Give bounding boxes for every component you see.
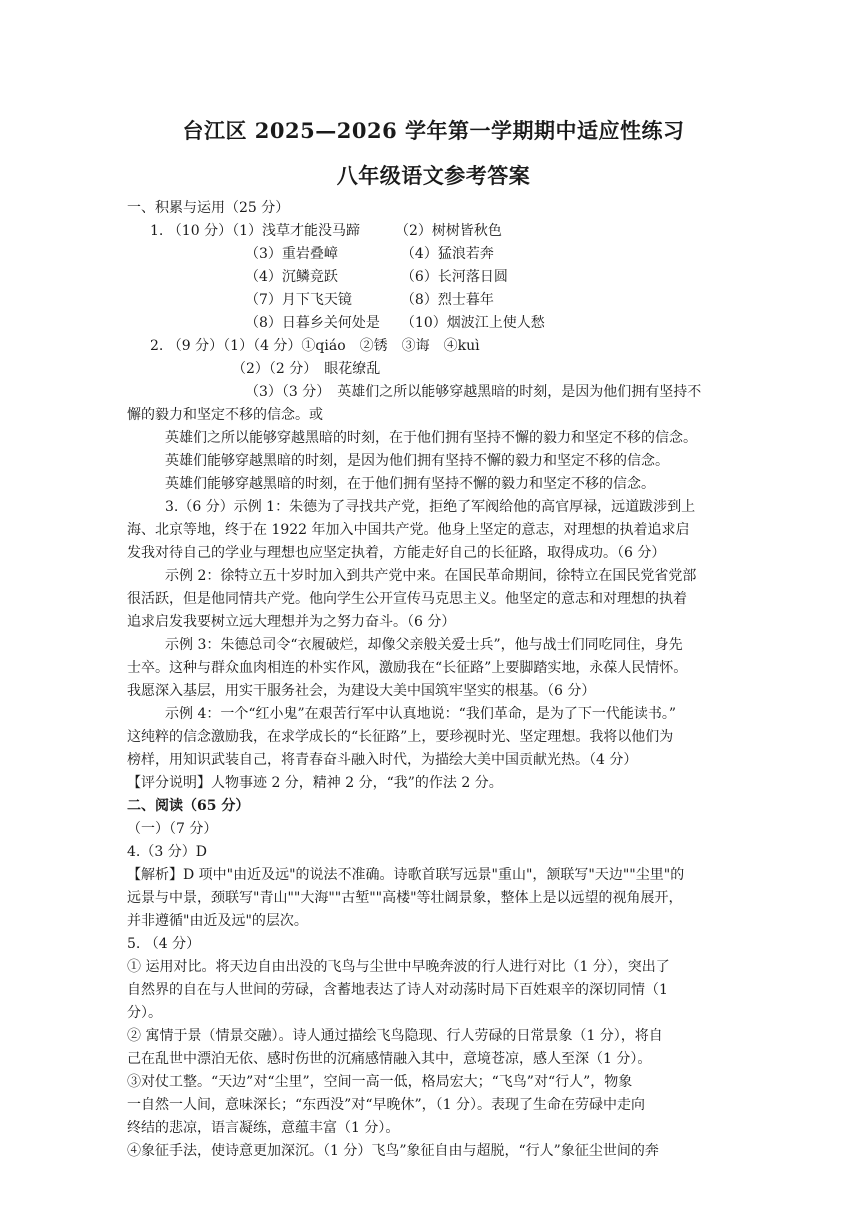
subsection-heading: （一）（7 分） [127,821,218,837]
text-line: 示例 2：徐特立五十岁时加入到共产党中来。在国民革命期间，徐特立在国民党省党部 [165,568,697,584]
text-line: 榜样，用知识武装自己，将青春奋斗融入时代，为描绘大美中国贡献光热。（4 分） [127,752,638,768]
scoring-note: 【评分说明】人物事迹 2 分，精神 2 分，“我”的作法 2 分。 [127,775,503,791]
text-line: 1. （10 分）（1）浅草才能没马蹄 （2）树树皆秋色 [150,223,502,239]
text-line: 5. （4 分） [127,936,201,952]
section-heading: 一、积累与运用（25 分） [127,200,290,216]
text-line: ② 寓情于景（情景交融）。诗人通过描绘飞鸟隐现、行人劳碌的日常景象（1 分），将自 [127,1028,663,1044]
section-heading: 二、阅读（65 分） [127,798,250,814]
text-line: （2）（2 分） 眼花缭乱 [232,361,381,377]
text-line: （4）沉鳞竞跃 （6）长河落日圆 [245,269,508,285]
text-line: 英雄们之所以能够穿越黑暗的时刻，在于他们拥有坚持不懈的毅力和坚定不移的信念。 [165,430,697,446]
text-line: 并非遵循"由近及远"的层次。 [127,913,308,929]
text-line: 终结的悲凉，语言凝练，意蕴丰富（1 分）。 [127,1120,400,1136]
text-line: 示例 3：朱德总司令“衣履破烂，却像父亲般关爱士兵”，他与战士们同吃同住，身先 [165,637,683,653]
text-line: 分）。 [127,1005,162,1021]
page-title: 台江区 2025—2026 学年第一学期期中适应性练习 [182,118,685,143]
page-subtitle: 八年级语文参考答案 [336,163,531,188]
text-line: 很活跃，但是他同情共产党。他向学生公开宣传马克思主义。他坚定的意志和对理想的执着 [127,591,687,607]
text-line: 3.（6 分）示例 1：朱德为了寻找共产党，拒绝了军阀给他的高官厚禄，远道跋涉到上 [165,499,696,515]
text-line: （8）日暮乡关何处是 （10）烟波江上使人愁 [245,315,545,331]
text-line: 示例 4：一个“红小鬼”在艰苦行军中认真地说：“我们革命，是为了下一代能读书。” [165,706,676,722]
text-line: 一自然一人间，意味深长；“东西没”对“早晚休”，（1 分）。表现了生命在劳碌中走向 [127,1097,645,1113]
text-line: ③对仗工整。“天边”对“尘里”，空间一高一低，格局宏大；“飞鸟”对“行人”，物象 [127,1074,633,1090]
text-line: 远景与中景，颈联写"青山""大海""古堑""高楼"等壮阔景象，整体上是以远望的视角展开， [127,890,683,906]
text-line: 士卒。这种与群众血肉相连的朴实作风，激励我在“长征路”上要脚踏实地，永葆人民情怀。 [127,660,688,676]
text-line: 这纯粹的信念激励我，在求学成长的“长征路”上，要珍视时光、坚定理想。我将以他们为 [127,729,674,745]
text-line: 追求启发我要树立远大理想并为之努力奋斗。（6 分） [127,614,456,630]
text-line: ① 运用对比。将天边自由出没的飞鸟与尘世中早晚奔波的行人进行对比（1 分），突出了 [127,959,670,975]
text-line: 【解析】D 项中"由近及远"的说法不准确。诗歌首联写远景"重山"，颔联写"天边""尘里"的 [127,867,685,883]
text-line: （3）（3 分） 英雄们之所以能够穿越黑暗的时刻，是因为他们拥有坚持不 [245,384,702,400]
text-line: 英雄们能够穿越黑暗的时刻，是因为他们拥有坚持不懈的毅力和坚定不移的信念。 [165,453,669,469]
text-line: （7）月下飞天镜 （8）烈士暮年 [245,292,494,308]
text-line: ④象征手法，使诗意更加深沉。（1 分）飞鸟”象征自由与超脱，“行人”象征尘世间的奔 [127,1143,659,1159]
text-line: 发我对待自己的学业与理想也应坚定执着，方能走好自己的长征路，取得成功。（6 分） [127,545,666,561]
text-line: 4.（3 分）D [127,844,207,860]
text-line: 我愿深入基层，用实干服务社会，为建设大美中国筑牢坚实的根基。（6 分） [127,683,596,699]
text-line: 己在乱世中漂泊无依、感时伤世的沉痛感情融入其中，意境苍凉，感人至深（1 分）。 [127,1051,652,1067]
text-line: 2. （9 分）（1）（4 分）①qiáo ②锈 ③诲 ④kuì [150,338,480,354]
text-line: （3）重岩叠嶂 （4）猛浪若奔 [245,246,494,262]
text-line: 英雄们能够穿越黑暗的时刻，在于他们拥有坚持不懈的毅力和坚定不移的信念。 [165,476,655,492]
text-line: 自然界的自在与人世间的劳碌，含蓄地表达了诗人对动荡时局下百姓艰辛的深切同情（1 [127,982,668,998]
text-line: 懈的毅力和坚定不移的信念。或 [127,407,323,423]
text-line: 海、北京等地，终于在 1922 年加入中国共产党。他身上坚定的意志，对理想的执着追求启 [127,522,690,538]
